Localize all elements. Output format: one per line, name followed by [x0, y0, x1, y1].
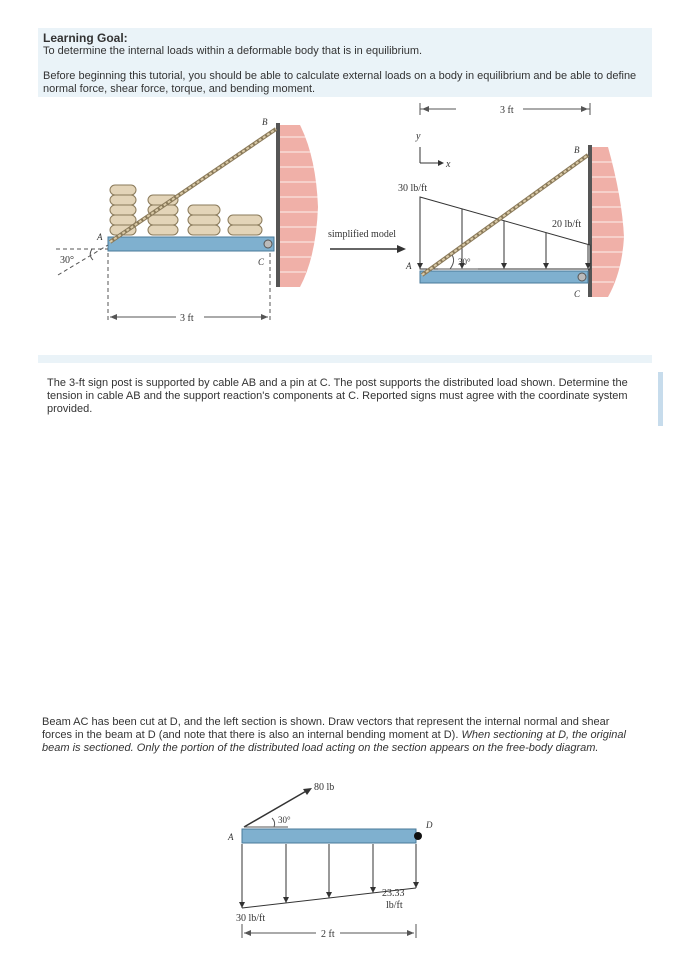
label-d: D — [426, 820, 433, 830]
right-label-a: A — [406, 261, 412, 271]
right-load-right-label: 20 lb/ft — [552, 219, 582, 230]
beam-section — [242, 829, 416, 843]
scroll-marker — [658, 372, 663, 426]
left-beam — [108, 237, 274, 251]
sign-post-figure — [38, 97, 652, 355]
right-load-left-label: 30 lb/ft — [398, 183, 428, 194]
right-label-b: B — [574, 145, 580, 155]
load-right-unit: lb/ft — [386, 900, 403, 911]
beam-section-text-normal: Beam AC has been cut at D, and the left section is shown. Draw vectors that represent the internal normal and shear forces in the beam at D (and note that there is also an internal bending moment at D). — [42, 716, 610, 741]
right-pin — [578, 273, 586, 281]
right-label-c: C — [574, 289, 581, 299]
beam-section-text-italic: When sectioning at D, the original beam is sectioned. Only the portion of the distributed load acting on the section appears on the free-body diagram. — [42, 729, 626, 754]
right-beam — [420, 271, 588, 283]
axis-y-label: y — [416, 131, 421, 142]
learning-goal-prereq: Before beginning this tutorial, you should be able to calculate external loads on a body in equilibrium and be able to define normal force, shear force, torque, and bending moment. — [43, 70, 637, 95]
learning-goal-title: Learning Goal: — [43, 31, 128, 45]
problem-statement: The 3-ft sign post is supported by cable AB and a pin at C. The post supports the distributed load shown. Determine the tension in cable AB and the support reaction's components at C. Reported signs must agree with the coordinate system provided. — [47, 377, 628, 415]
left-pin — [264, 240, 272, 248]
dimension-label: 2 ft — [321, 929, 335, 940]
simplified-model-label: simplified model — [328, 229, 397, 240]
left-label-c: C — [258, 257, 265, 267]
point-d — [414, 832, 422, 840]
force-80lb-arrow — [244, 790, 308, 827]
load-right-value: 23.33 — [382, 888, 405, 899]
axis-x-label: x — [446, 159, 451, 170]
label-a: A — [228, 832, 234, 842]
angle-label: 30° — [278, 815, 291, 825]
load-left-label: 30 lb/ft — [236, 913, 266, 924]
left-angle-label: 30° — [60, 255, 74, 266]
beam-section-figure — [218, 778, 448, 948]
force-label: 80 lb — [314, 782, 335, 793]
right-dimension: 3 ft — [500, 105, 514, 116]
left-label-a: A — [97, 232, 103, 242]
beam-section-text — [42, 716, 642, 755]
learning-goal-text: To determine the internal loads within a deformable body that is in equilibrium. — [43, 45, 423, 57]
left-label-b: B — [262, 117, 268, 127]
left-dimension: 3 ft — [180, 313, 194, 324]
right-angle-label: 30° — [458, 257, 471, 267]
